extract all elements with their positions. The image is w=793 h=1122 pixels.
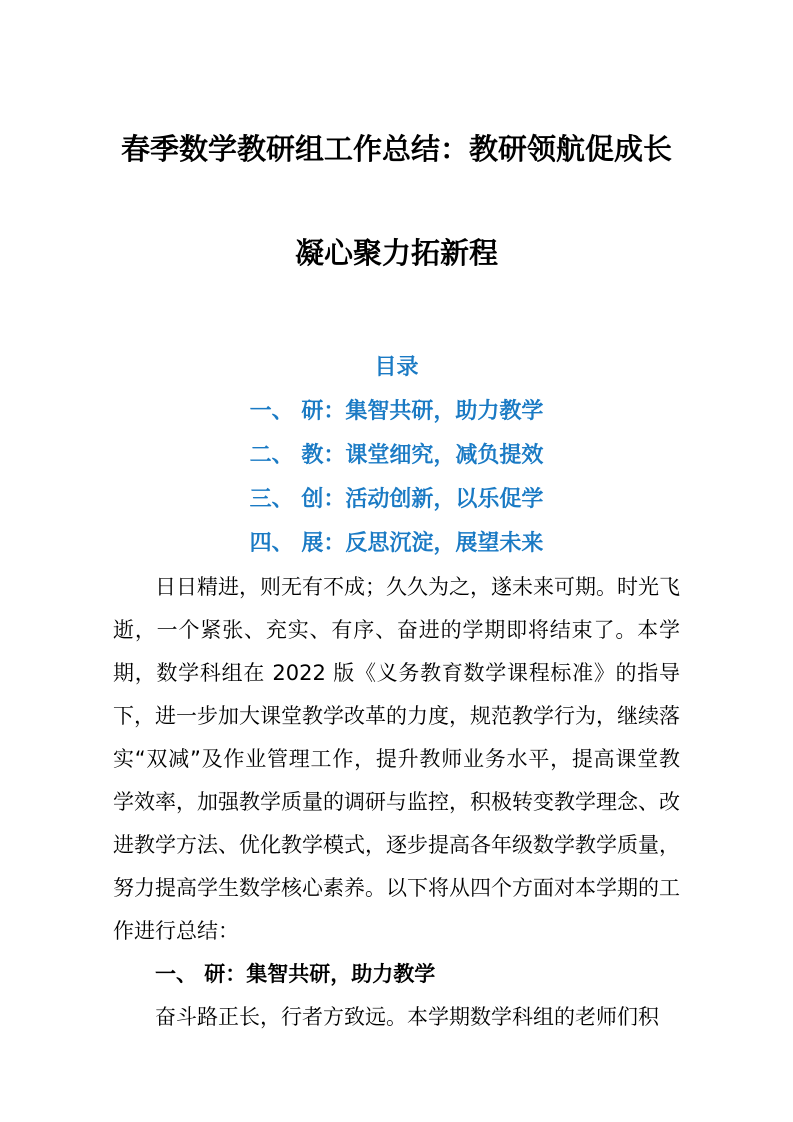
toc-item-4[interactable]: 四、 展：反思沉淀，展望未来 [249, 531, 544, 556]
toc-heading: 目录 [374, 355, 419, 380]
body-paragraph-1: 日日精进，则无有不成；久久为之，遂未来可期。时光飞逝，一个紧张、充实、有序、奋进的学期即将结束了。本学期，数学科组在 2022 版《义务教育数学课程标准》的指导下，进一步加大课堂教学改革的力度，规范教学行为，继续落实“双减”及作业管理工作，提升教师业务水平，提高课堂教学效率，加强教学质量的调研与监控，积极转变教学理念、改进教学方法、优化教学模式，逐步提高各年级数学教学质量，努力提高学生数学核心素养。以下将从四个方面对本学期的工作进行总结： [113, 575, 680, 943]
document-title: 春季数学教研组工作总结：教研领航促成长 [120, 132, 672, 166]
document-subtitle: 凝心聚力拓新程 [294, 236, 498, 270]
body-paragraph-2: 奋斗路正长，行者方致远。本学期数学科组的老师们积 [155, 1005, 659, 1029]
toc-item-2[interactable]: 二、 教：课堂细究，减负提效 [249, 443, 544, 468]
section-1-heading: 一、 研：集智共研，助力教学 [155, 962, 436, 986]
toc-item-3[interactable]: 三、 创：活动创新，以乐促学 [249, 487, 544, 512]
table-of-contents [113, 346, 680, 566]
toc-item-1[interactable]: 一、 研：集智共研，助力教学 [249, 399, 544, 424]
